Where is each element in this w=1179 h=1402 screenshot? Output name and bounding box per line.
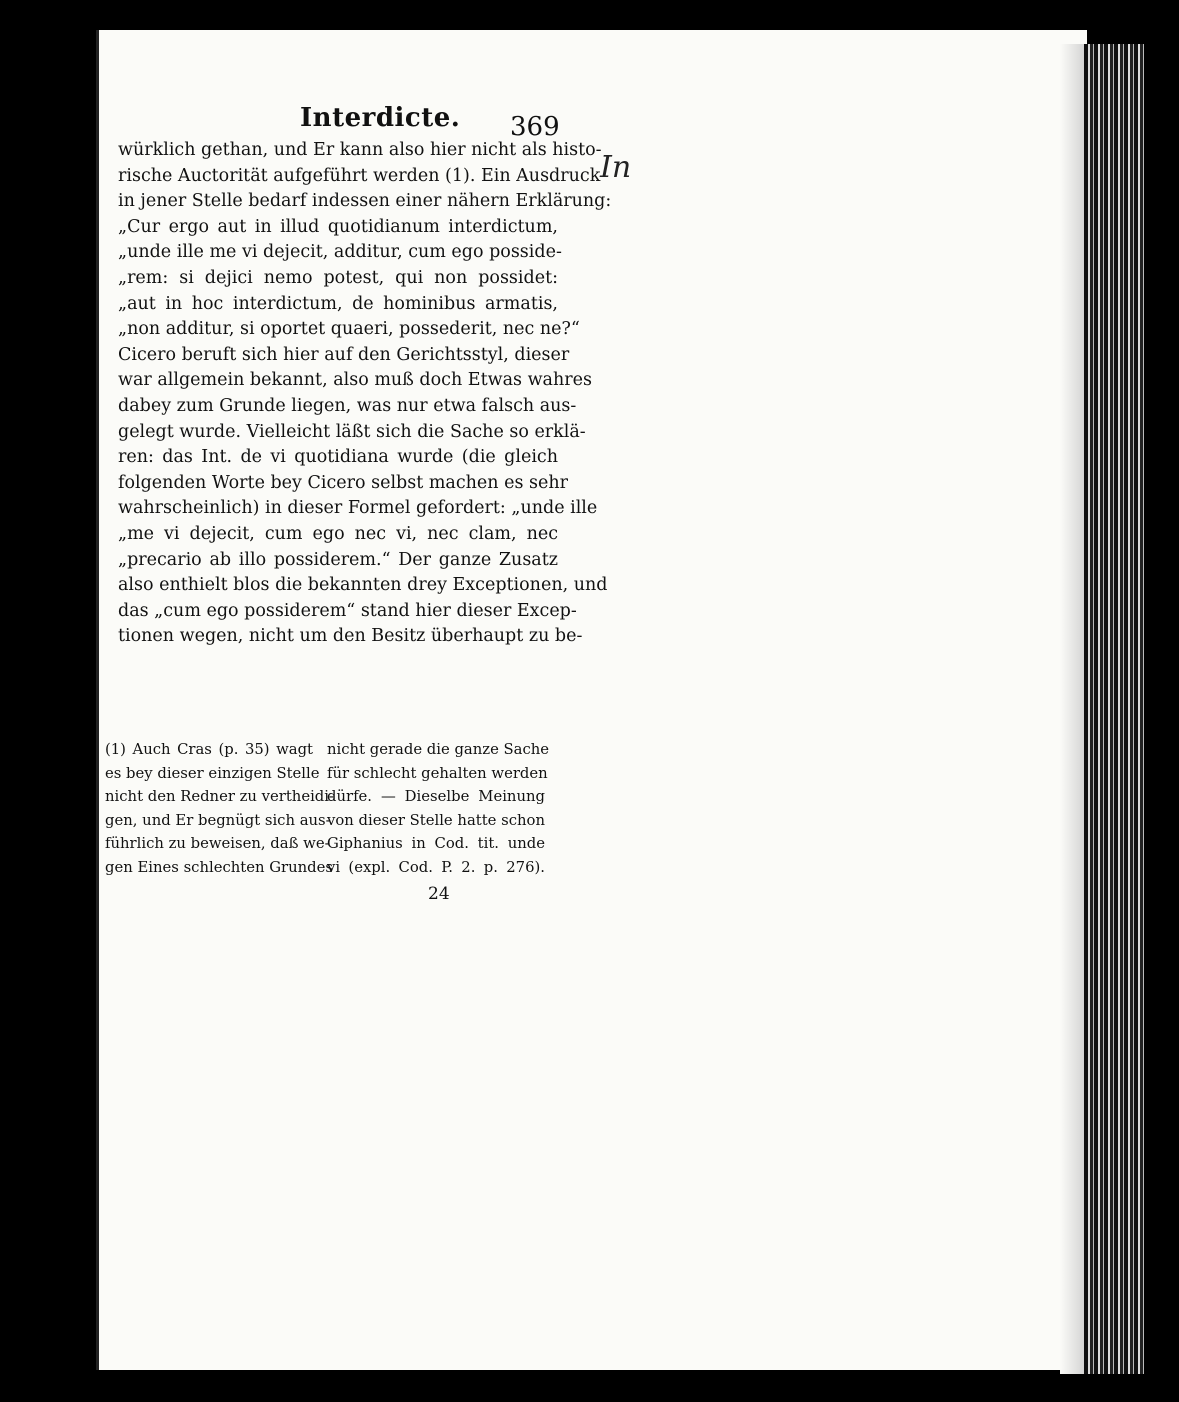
footnote-line: vi (expl. Cod. P. 2. p. 276).: [327, 858, 545, 876]
text-line: „me vi dejecit, cum ego nec vi, nec clam, nec: [118, 523, 558, 544]
text-line: folgenden Worte bey Cicero selbst machen es sehr: [118, 472, 568, 493]
text-line: würklich gethan, und Er kann also hier nicht als histo-: [118, 140, 602, 160]
footnote-line: Giphanius in Cod. tit. unde: [327, 835, 545, 853]
text-line: in jener Stelle bedarf indessen einer nähern Erklärung:: [118, 191, 612, 212]
text-line: Cicero beruft sich hier auf den Gerichtsstyl, dieser: [118, 344, 570, 365]
footnote-line: gen, und Er begnügt sich aus-: [105, 811, 331, 829]
book-page-edges: [1084, 44, 1148, 1374]
footnote-line: nicht den Redner zu vertheidi-: [105, 788, 335, 806]
text-line: „unde ille me vi dejecit, additur, cum ego posside-: [118, 242, 562, 263]
footnote-line: es bey dieser einzigen Stelle: [105, 764, 320, 782]
text-line: „non additur, si oportet quaeri, possederit, nec ne?“: [118, 319, 580, 340]
footnote-column-right: [327, 738, 550, 880]
text-line: war allgemein bekannt, also muß doch Etwas wahres: [118, 370, 592, 391]
text-line: rische Auctorität aufgeführt werden (1). Ein Ausdruck: [118, 165, 601, 186]
main-text-block: [118, 138, 612, 650]
footnote-line: dürfe. — Dieselbe Meinung: [327, 788, 545, 806]
text-line: „rem: si dejici nemo potest, qui non possidet:: [118, 267, 558, 288]
page-number: 369: [510, 112, 560, 142]
text-line: wahrscheinlich) in dieser Formel gefordert: „unde ille: [118, 498, 598, 519]
text-line: tionen wegen, nicht um den Besitz überhaupt zu be-: [118, 626, 583, 647]
text-line: ren: das Int. de vi quotidiana wurde (die gleich: [118, 447, 558, 468]
text-line: das „cum ego possiderem“ stand hier dieser Excep-: [118, 600, 577, 621]
footnote-line: führlich zu beweisen, daß we-: [105, 835, 330, 853]
text-line: also enthielt blos die bekannten drey Exceptionen, und: [118, 575, 608, 596]
footnote-line: gen Eines schlechten Grundes: [105, 858, 334, 876]
footnote-line: nicht gerade die ganze Sache: [327, 741, 550, 758]
footnote-column-left: [105, 738, 335, 880]
text-line: „aut in hoc interdictum, de hominibus armatis,: [118, 293, 558, 314]
text-line: „precario ab illo possiderem.“ Der ganze Zusatz: [118, 549, 558, 570]
handwritten-margin-note: In: [600, 150, 632, 185]
signature-mark: 24: [428, 884, 450, 904]
text-line: dabey zum Grunde liegen, was nur etwa falsch aus-: [118, 395, 577, 416]
footnote-line: (1) Auch Cras (p. 35) wagt: [105, 741, 313, 758]
running-title: Interdicte.: [300, 103, 461, 133]
text-line: „Cur ergo aut in illud quotidianum interdictum,: [118, 216, 558, 237]
text-line: gelegt wurde. Vielleicht läßt sich die Sache so erklä-: [118, 421, 586, 442]
footnote-line: von dieser Stelle hatte schon: [327, 811, 545, 829]
footnote-line: für schlecht gehalten werden: [327, 764, 548, 782]
